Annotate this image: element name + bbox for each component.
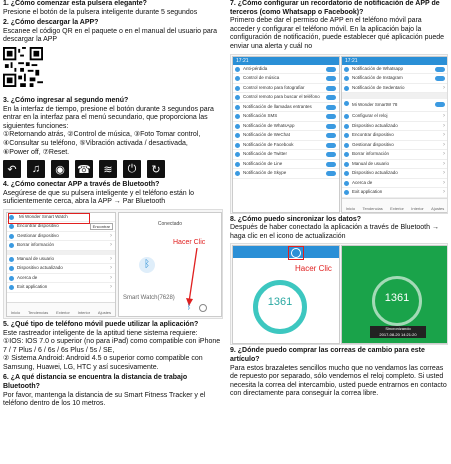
settings-row[interactable]: Dispositivo actualizado › bbox=[7, 264, 115, 274]
red-arrow-icon bbox=[183, 248, 203, 308]
section-3-item: ④Consultar su teléfono, ⑤Vibración activada / desactivada, bbox=[3, 139, 188, 147]
settings-row[interactable]: Acerca de › bbox=[342, 179, 448, 189]
section-2-title: 2. ¿Cómo descargar la APP? bbox=[3, 19, 99, 27]
phone-search-icon: ☎ bbox=[75, 160, 93, 178]
click-hint: Hacer Clic bbox=[295, 264, 332, 274]
toggle-switch[interactable] bbox=[326, 133, 336, 138]
steps-count: 1361 bbox=[267, 296, 293, 309]
device-row[interactable]: Mi Wonder SmartW 78 bbox=[342, 99, 448, 112]
nav-settings[interactable]: Ajustes bbox=[97, 309, 112, 315]
settings-row[interactable]: Gestionar dispositivo › bbox=[7, 232, 115, 242]
section-9-title: 9. ¿Dónde puedo comprar las correas de cambio para este artículo? bbox=[230, 347, 425, 363]
section-5 bbox=[3, 321, 223, 373]
toggle-switch[interactable] bbox=[326, 105, 336, 110]
chevron-right-icon: › bbox=[443, 113, 445, 120]
nav-trends[interactable]: Tendencias bbox=[362, 205, 383, 211]
section-3-item: ①Retornando atrás, ②Control de música, ③Foto Tomar control, bbox=[3, 131, 201, 139]
settings-row[interactable]: Manual de usuario › bbox=[342, 160, 448, 170]
chevron-right-icon: › bbox=[443, 84, 445, 91]
status-bar bbox=[233, 246, 339, 258]
section-5-body: Este rastreador inteligente de la aptitud tiene sistema requiere: bbox=[3, 329, 198, 337]
settings-row[interactable]: Exit application › bbox=[342, 188, 448, 198]
toggle-switch[interactable] bbox=[326, 143, 336, 148]
reset-icon: ↻ bbox=[147, 160, 165, 178]
bluetooth-small-icon: ᛒ bbox=[187, 303, 192, 311]
section-4-body: Asegúrese de que su pulsera inteligente y el teléfono están lo suficientemente cerca, abra la APP → Par Bluetooth bbox=[3, 189, 195, 206]
section-3-title: 3. ¿Cómo ingresar al segundo menú? bbox=[3, 96, 129, 104]
toggle-row[interactable]: Notificación de Facebook bbox=[233, 141, 339, 151]
toggle-switch[interactable] bbox=[326, 162, 336, 167]
section-8-title: 8. ¿Cómo puedo sincronizar los datos? bbox=[230, 215, 362, 223]
section-5-ios: ①IOS: IOS 7.0 o superior (no para iPad) como compatible con iPhone 7 / 7 Plus / 6 / 6s / 6s Plus / 5s / SE, bbox=[3, 338, 221, 354]
toggle-row[interactable]: Notificación SMS bbox=[233, 112, 339, 122]
settings-row[interactable]: Borrar información › bbox=[342, 150, 448, 160]
toggle-row[interactable]: Control de música bbox=[233, 74, 339, 84]
chevron-right-icon: › bbox=[443, 189, 445, 196]
settings-row[interactable]: Configurar el reloj › bbox=[342, 112, 448, 122]
section-5-title: 5. ¿Qué tipo de teléfono móvil puede utilizar la aplicación? bbox=[3, 320, 199, 328]
toggle-row[interactable]: Notificación de Whatsapp bbox=[342, 65, 448, 75]
toggle-switch[interactable] bbox=[435, 102, 445, 107]
section-7-body: Primero debe dar el permiso de APP en el teléfono móvil para acceder y configurar el teléfono móvil. En la aplicación bajo la configuración de notificación, puede establecer qué aplicación puede enviar una alerta y cuál no bbox=[230, 17, 445, 50]
left-column bbox=[3, 0, 223, 411]
section-6-body: Por favor, mantenga la distancia de su Smart Fitness Tracker y el teléfono dentro de los 10 metros. bbox=[3, 391, 206, 408]
music-note-icon: ♫ bbox=[27, 160, 45, 178]
highlight-box bbox=[288, 246, 304, 260]
toggle-row[interactable]: Notificación de WeChat bbox=[233, 131, 339, 141]
chevron-right-icon: › bbox=[110, 255, 112, 262]
section-1-body: Presione el botón de la pulsera inteligente durante 5 segundos bbox=[3, 8, 198, 16]
section-4-title: 4. ¿Cómo conectar APP a través de Bluetooth? bbox=[3, 181, 160, 189]
click-hint: Hacer Clic bbox=[173, 238, 206, 246]
settings-row[interactable]: Dispositivo actualizado › bbox=[342, 122, 448, 132]
nav-interior[interactable]: Interior bbox=[411, 205, 424, 211]
section-2-body: Escanee el código QR en el paquete o en el manual del usuario para descargar la APP bbox=[3, 27, 218, 44]
section-8 bbox=[230, 216, 448, 346]
menu-icons-row bbox=[3, 160, 223, 178]
toggle-row[interactable]: Notificación de Line bbox=[233, 160, 339, 170]
chevron-right-icon: › bbox=[443, 151, 445, 158]
section-8-body: Después de haber conectado la aplicación a través de Bluetooth → haga clic en el icono de actualización bbox=[230, 224, 439, 240]
chevron-right-icon: › bbox=[443, 132, 445, 139]
toggle-row[interactable]: Notificación de Skype bbox=[233, 169, 339, 179]
back-arrow-icon: ↶ bbox=[3, 160, 21, 178]
section-1 bbox=[3, 0, 223, 17]
vibration-icon: ≋ bbox=[99, 160, 117, 178]
camera-icon: ◉ bbox=[51, 160, 69, 178]
toggle-switch[interactable] bbox=[326, 152, 336, 157]
section-3-body: En la interfaz de tiempo, presione el botón durante 3 segundos para entrar en la interfaz para el menú secundario, que proporciona las siguientes funciones: bbox=[3, 105, 214, 130]
section-6-title: 6. ¿A qué distancia se encuentra la distancia de trabajo Bluetooth? bbox=[3, 374, 188, 391]
connect-button[interactable] bbox=[199, 304, 207, 312]
settings-row[interactable]: Exit application › bbox=[7, 283, 115, 293]
notification-screenshot bbox=[230, 54, 448, 214]
bluetooth-icon: ᛒ bbox=[139, 257, 155, 273]
settings-row[interactable]: Encontrar dispositivo › bbox=[342, 131, 448, 141]
settings-row[interactable]: Borrar información › bbox=[7, 241, 115, 251]
device-row[interactable]: Mi Wonder Smart Watch bbox=[7, 213, 115, 223]
bluetooth-screenshot bbox=[3, 209, 223, 319]
chevron-right-icon: › bbox=[443, 141, 445, 148]
notification-settings-screen bbox=[232, 56, 340, 213]
connected-label: Conectado bbox=[157, 220, 183, 227]
chevron-right-icon: › bbox=[443, 160, 445, 167]
chevron-right-icon: › bbox=[110, 242, 112, 249]
section-6 bbox=[3, 374, 223, 408]
steps-count: 1361 bbox=[384, 292, 410, 305]
settings-row[interactable]: Gestionar dispositivo › bbox=[342, 141, 448, 151]
toggle-row[interactable]: Control remoto para buscar el teléfono bbox=[233, 93, 339, 103]
nav-exterior[interactable]: Exterior bbox=[56, 309, 70, 315]
toggle-switch[interactable] bbox=[326, 86, 336, 91]
bottom-nav bbox=[342, 198, 448, 212]
find-button[interactable]: Encontrar bbox=[90, 223, 113, 230]
toggle-row[interactable]: Notificación de Twitter bbox=[233, 150, 339, 160]
toggle-switch[interactable] bbox=[326, 76, 336, 81]
section-9 bbox=[230, 347, 448, 399]
section-9-body: Para estos brazaletes sencillos mucho que no vendamos las correas de repuesto por separado, sólo vendemos el reloj completo. Si usted necesita la correa del intercambio, usted puede entrarnos en contacto con directamente para conseguir la correa libre. bbox=[230, 364, 447, 398]
toggle-switch[interactable] bbox=[326, 171, 336, 176]
chevron-right-icon: › bbox=[443, 122, 445, 129]
nav-exterior[interactable]: Exterior bbox=[390, 205, 404, 211]
nav-home[interactable]: Inicio bbox=[10, 309, 21, 315]
toggle-row[interactable]: Notificación de Instagram bbox=[342, 74, 448, 84]
sync-screenshot bbox=[230, 243, 448, 345]
section-3 bbox=[3, 97, 223, 178]
device-settings-screen bbox=[341, 56, 448, 213]
toggle-row[interactable]: Anti-pérdida bbox=[233, 65, 339, 75]
section-4 bbox=[3, 181, 223, 319]
toggle-switch[interactable] bbox=[435, 76, 445, 81]
toggle-switch[interactable] bbox=[326, 67, 336, 72]
power-icon: ⏻ bbox=[123, 160, 141, 178]
bluetooth-pair-screen bbox=[118, 212, 222, 317]
toggle-row[interactable]: Notificación de Sedentario › bbox=[342, 84, 448, 94]
toggle-switch[interactable] bbox=[326, 114, 336, 119]
settings-row[interactable]: Acerca de › bbox=[7, 274, 115, 284]
sync-progress-screen bbox=[341, 245, 448, 344]
section-7 bbox=[230, 0, 448, 214]
toggle-row[interactable]: Control remoto para fotografiar bbox=[233, 84, 339, 94]
section-1-title: 1. ¿Cómo comenzar esta pulsera elegante? bbox=[3, 0, 147, 7]
status-bar: 17:21 bbox=[233, 57, 339, 65]
nav-interior[interactable]: Interior bbox=[77, 309, 91, 315]
nav-home[interactable]: Inicio bbox=[345, 205, 356, 211]
status-bar: 17:21 bbox=[342, 57, 448, 65]
toggle-row[interactable]: Notificación de llamadas entrantes bbox=[233, 103, 339, 113]
settings-row[interactable]: Encontrar dispositivo Encontrar bbox=[7, 222, 115, 232]
chevron-right-icon: › bbox=[443, 170, 445, 177]
section-3-item: ⑥Power off, ⑦Reset. bbox=[3, 148, 70, 156]
steps-screen bbox=[232, 245, 340, 344]
qr-code-image bbox=[3, 47, 43, 87]
section-7-title: 7. ¿Cómo configurar un recordatorio de notificación de APP de terceros (como Whatsapp o Facebook)? bbox=[230, 0, 440, 16]
sync-toast: Sincronizando 2017-08-20 14:21:20 bbox=[370, 326, 426, 338]
watch-name: Smart Watch(7628) bbox=[123, 294, 175, 301]
chevron-right-icon: › bbox=[110, 274, 112, 281]
section-5-android: ② Sistema Android: Android 4.5 o superior como compatible con Samsung, Huawei, LG, HTC y así sucesivamente. bbox=[3, 355, 203, 371]
chevron-right-icon: › bbox=[443, 179, 445, 186]
section-2 bbox=[3, 19, 223, 95]
toggle-switch[interactable] bbox=[326, 95, 336, 100]
toggle-switch[interactable] bbox=[435, 67, 445, 72]
toggle-switch[interactable] bbox=[326, 124, 336, 129]
nav-trends[interactable]: Tendencias bbox=[28, 309, 49, 315]
chevron-right-icon: › bbox=[110, 265, 112, 272]
settings-row[interactable]: Dispositivo actualizado › bbox=[342, 169, 448, 179]
chevron-right-icon: › bbox=[110, 232, 112, 239]
nav-settings[interactable]: Ajustes bbox=[431, 205, 445, 211]
bottom-nav bbox=[7, 302, 115, 316]
chevron-right-icon: › bbox=[110, 284, 112, 291]
right-column bbox=[230, 0, 448, 401]
app-settings-screen bbox=[6, 212, 116, 317]
toggle-row[interactable]: Notificación de WhatsApp bbox=[233, 122, 339, 132]
settings-row[interactable]: Manual de usuario › bbox=[7, 255, 115, 265]
